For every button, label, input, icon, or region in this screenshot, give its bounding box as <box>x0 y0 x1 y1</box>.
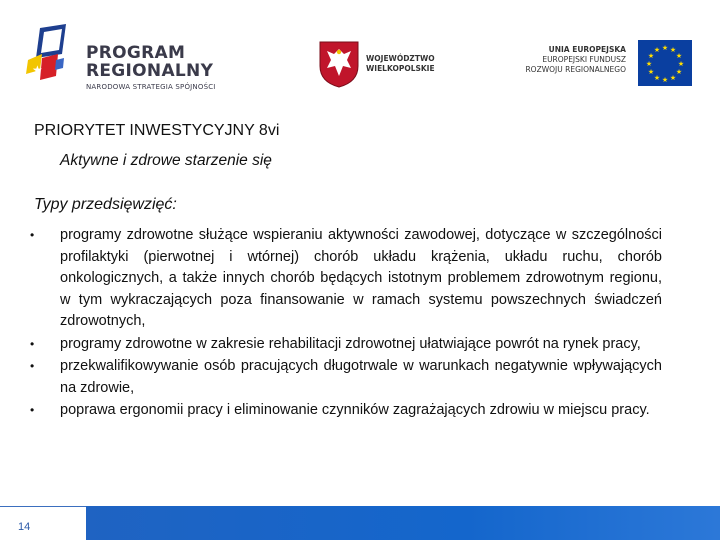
priority-title: PRIORYTET INWESTYCYJNY 8vi <box>34 122 280 139</box>
bullet-icon: • <box>30 336 35 351</box>
svg-text:★: ★ <box>653 47 661 54</box>
list-item-text: poprawa ergonomii pracy i eliminowanie czynników zagrażających zdrowiu w miejscu pracy. <box>60 402 650 418</box>
program-logo-line1: PROGRAM <box>86 43 186 63</box>
list-item <box>30 334 662 356</box>
types-list <box>30 225 662 423</box>
list-item <box>30 400 662 422</box>
bullet-icon: • <box>30 359 35 373</box>
eu-logo-line1: UNIA EUROPEJSKA <box>548 45 626 54</box>
list-item <box>30 225 662 333</box>
eu-flag-icon <box>638 40 692 86</box>
svg-text:★: ★ <box>669 47 677 54</box>
svg-text:★: ★ <box>653 75 661 82</box>
svg-text:★: ★ <box>675 69 683 76</box>
priority-subtitle: Aktywne i zdrowe starzenie się <box>60 152 272 169</box>
wielkopolska-logo <box>318 40 448 90</box>
svg-text:★: ★ <box>647 53 655 60</box>
eu-logo <box>498 40 698 90</box>
eagle-shield-icon <box>318 40 360 88</box>
list-item-text: przekwalifikowywanie osób pracujących długotrwale w warunkach negatywnie wpływających na zdrowie, <box>60 358 662 396</box>
types-heading: Typy przedsięwzięć: <box>34 196 177 213</box>
footer-page-box <box>0 506 86 541</box>
svg-text:★: ★ <box>661 45 669 52</box>
svg-text:★: ★ <box>661 77 669 84</box>
page-number: 14 <box>18 521 31 533</box>
footer-blue-band <box>86 506 720 540</box>
program-logo-line2: REGIONALNY <box>86 61 214 81</box>
bullet-icon: • <box>30 228 35 242</box>
program-logo-line3: NARODOWA STRATEGIA SPÓJNOŚCI <box>86 83 216 91</box>
svg-text:★: ★ <box>677 61 685 68</box>
svg-text:★: ★ <box>32 63 43 77</box>
region-logo-line1: WOJEWÓDZTWO <box>366 54 435 63</box>
eu-logo-line3: ROZWOJU REGIONALNEGO <box>525 65 626 74</box>
svg-text:★: ★ <box>675 53 683 60</box>
svg-text:★: ★ <box>645 61 653 68</box>
program-regionalny-logo <box>26 24 246 104</box>
eu-logo-line2: EUROPEJSKI FUNDUSZ <box>542 55 626 64</box>
list-item-text: programy zdrowotne służące wspieraniu aktywności zawodowej, dotyczące w szczególności profilaktyki (pierwotnej i wtórnej) chorób układu krążenia, układu ruchu, chorób onkologicznych, a także innych chorób będących istotnym problemem zdrowotnym regionu, w tym wykraczających poza finansowanie w ramach systemu powszechnych świadczeń zdrowotnych, <box>60 227 662 329</box>
footer-bar <box>0 506 720 540</box>
program-regionalny-emblem-icon <box>26 24 86 90</box>
list-item <box>30 356 662 399</box>
list-item-text: programy zdrowotne w zakresie rehabilitacji zdrowotnej ułatwiające powrót na rynek pracy, <box>60 335 641 352</box>
svg-text:★: ★ <box>669 75 677 82</box>
svg-text:★: ★ <box>647 69 655 76</box>
region-logo-line2: WIELKOPOLSKIE <box>366 64 435 73</box>
bullet-icon: • <box>30 403 35 417</box>
